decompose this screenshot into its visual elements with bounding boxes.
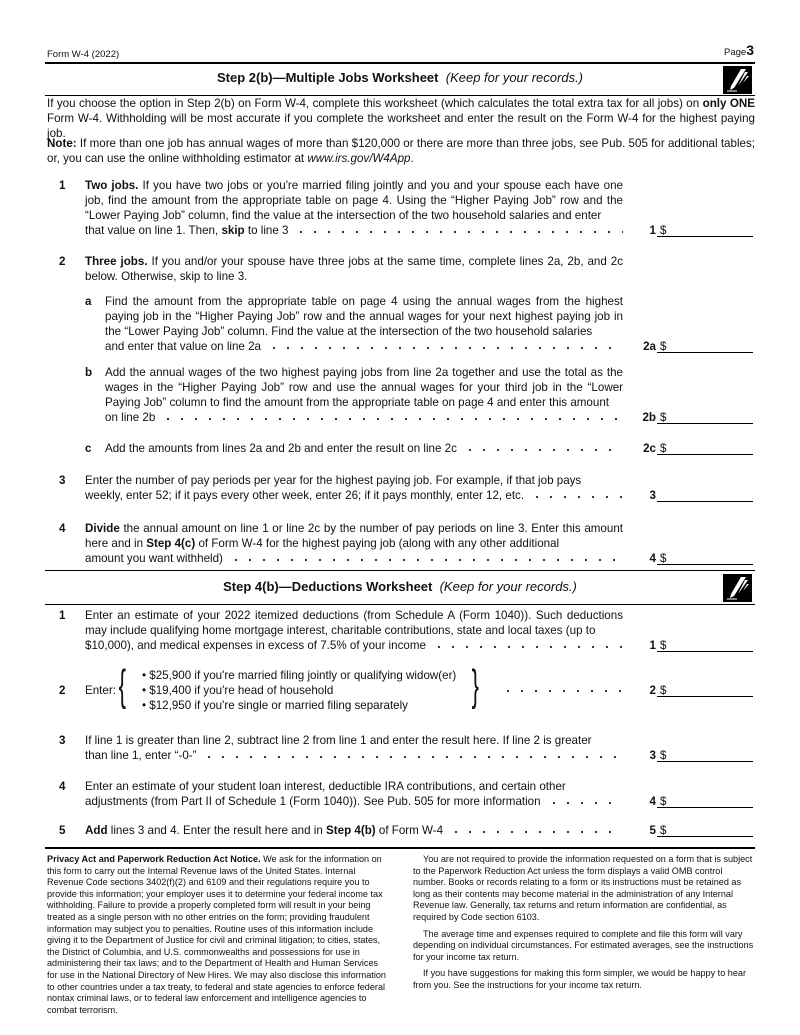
deduction-line-1-input[interactable] xyxy=(657,638,753,652)
worksheet-title-4b xyxy=(45,579,755,594)
left-brace: { xyxy=(118,661,127,710)
line-label: 1 xyxy=(649,224,656,237)
form-name: Form W-4 (2022) xyxy=(47,49,120,60)
dot-leader xyxy=(530,489,623,499)
divider xyxy=(45,570,755,571)
dollar-sign: $ xyxy=(660,224,667,237)
line-text: Divide the annual amount on line 1 or line 2c by the number of pay periods on line 3. Enter this amount here and in Step 4(c) of Form W-4 for the highest paying job (along with any other additional amount you want withheld) xyxy=(85,522,623,565)
dot-leader xyxy=(161,411,623,421)
dollar-sign: $ xyxy=(660,795,667,808)
line-number: 2 xyxy=(59,255,66,268)
deduction-line-3-input[interactable] xyxy=(657,748,753,762)
line-label: 5 xyxy=(649,824,656,837)
line-4-amount-input[interactable] xyxy=(657,551,753,565)
line-text: Enter an estimate of your 2022 itemized deductions (from Schedule A (Form 1040)). Such deductions may include qualifying home mortgage interest, charitable contributions, state and local taxes (up to $10,000), and medical expenses in excess of 7.5% of your income xyxy=(85,609,623,652)
dollar-sign: $ xyxy=(660,639,667,652)
line-text: Add the annual wages of the two highest paying jobs from line 2a together and use the total as the wages in the “Higher Paying Job” row and use the annual wages for your third job in the “Lower Paying Job” column to find the amount from the appropriate table on page 4 and enter this amount on line 2b xyxy=(105,366,623,424)
page-label: Page xyxy=(724,47,747,58)
divider xyxy=(45,62,755,64)
line-label: 1 xyxy=(649,639,656,652)
option-married: • $25,900 if you're married filing jointly or qualifying widow(er) xyxy=(142,669,457,682)
dollar-sign: $ xyxy=(660,411,667,424)
page-number: 3 xyxy=(746,42,754,58)
dollar-sign: $ xyxy=(660,340,667,353)
line-3-pay-periods-input[interactable] xyxy=(657,488,753,502)
time-paragraph: The average time and expenses required to complete and file this form will vary depending on individual circumstances. For estimated averages, see the instructions for your income tax return. xyxy=(413,928,754,962)
dot-leader xyxy=(463,442,623,452)
dot-leader xyxy=(501,683,623,693)
line-number: 3 xyxy=(59,734,66,747)
deduction-line-2-input[interactable] xyxy=(657,683,753,697)
dot-leader xyxy=(202,749,623,759)
line-number: 1 xyxy=(59,609,66,622)
line-text: Find the amount from the appropriate table on page 4 using the annual wages from the highest paying job in the “Higher Paying Job” row and the annual wages for your next highest paying job in the “Lower Paying Job” column. Find the value at the intersection of the two household salaries and enter that value on line 2a xyxy=(105,295,623,353)
privacy-notice: Privacy Act and Paperwork Reduction Act Notice. We ask for the information on this form to carry out the Internal Revenue laws of the United States. Internal Revenue Code sections 3402(f)(2) and 6109 and their regulations require you to provide this information; your employer uses it to determine your federal income tax withholding. Failure to provide a properly completed form will result in your being treated as a single person with no other entries on the form; providing fraudulent information may subject you to penalties. Routine uses of this information include giving it to the Department of Justice for civil and criminal litigation; to cities, states, the District of Columbia, and U.S. commonwealths and possessions for use in administering their tax laws; and to the Department of Health and Human Services for use in the National Directory of New Hires. We may also disclose this information to other countries under a tax treaty, to federal and state agencies to enforce federal nontax criminal laws, or to federal law enforcement and intelligence agencies to combat terrorism. xyxy=(47,854,386,1015)
pencil-icon xyxy=(723,66,752,94)
deduction-line-5-input[interactable] xyxy=(657,823,753,837)
line-label: 3 xyxy=(649,749,656,762)
line-text: If line 1 is greater than line 2, subtract line 2 from line 1 and enter the result here. If line 2 is greater than line 1, enter “-0-” xyxy=(85,733,623,763)
dollar-sign: $ xyxy=(660,442,667,455)
line-label: 3 xyxy=(649,489,656,502)
sub-letter: b xyxy=(85,366,93,379)
line-number: 4 xyxy=(59,780,66,793)
line-label: 4 xyxy=(649,552,656,565)
line-number: 2 xyxy=(59,684,66,697)
sub-letter: a xyxy=(85,295,92,308)
dot-leader xyxy=(229,552,623,562)
intro-paragraph: If you choose the option in Step 2(b) on Form W-4, complete this worksheet (which calculates the total extra tax for all jobs) on only ONE Form W-4. Withholding will be most accurate if you complete the worksheet and enter the result on the Form W-4 for the highest paying job. xyxy=(47,97,755,140)
line-label: 2a xyxy=(643,340,656,353)
dollar-sign: $ xyxy=(660,552,667,565)
line-1-amount-input[interactable] xyxy=(657,223,753,237)
standard-deduction-options xyxy=(142,668,456,713)
dollar-sign: $ xyxy=(660,749,667,762)
line-text: Add lines 3 and 4. Enter the result here and in Step 4(b) of Form W-4 xyxy=(85,823,623,838)
line-text: Enter the number of pay periods per year for the highest paying job. For example, if that job pays weekly, enter 52; if it pays every other week, enter 26; if it pays monthly, enter 12, etc. xyxy=(85,473,623,503)
dollar-sign: $ xyxy=(660,824,667,837)
line-label: 2c xyxy=(643,442,656,455)
dollar-sign: $ xyxy=(660,684,667,697)
line-number: 4 xyxy=(59,522,66,535)
dot-leader xyxy=(432,639,623,649)
keep-note: (Keep for your records.) xyxy=(439,579,577,594)
line-number: 1 xyxy=(59,179,66,192)
line-label: 4 xyxy=(649,795,656,808)
line-number: 3 xyxy=(59,474,66,487)
paperwork-notice xyxy=(413,854,755,997)
sub-letter: c xyxy=(85,442,92,455)
line-text: Three jobs. If you and/or your spouse have three jobs at the same time, complete lines 2a, 2b, and 2c below. Otherwise, skip to line 3. xyxy=(85,255,623,283)
pencil-icon xyxy=(723,574,752,602)
line-text: Enter an estimate of your student loan interest, deductible IRA contributions, and certain other adjustments (from Part II of Schedule 1 (Form 1040)). See Pub. 505 for more information xyxy=(85,779,623,809)
omb-paragraph: You are not required to provide the information requested on a form that is subject to the Paperwork Reduction Act unless the form displays a valid OMB control number. Books or records relating to a form or its instructions must be retained as long as their contents may become material in the administration of any Internal Revenue law. Generally, tax returns and return information are confidential, as required by Code section 6103. xyxy=(413,854,753,922)
dot-leader xyxy=(449,824,623,834)
enter-label: Enter: xyxy=(85,684,116,697)
dot-leader xyxy=(267,340,623,350)
note-paragraph: Note: If more than one job has annual wages of more than $120,000 or there are more than three jobs, see Pub. 505 for additional tables; or, you can use the online withholding estimator at www.irs.gov/W4App. xyxy=(47,137,755,165)
right-brace: } xyxy=(471,661,480,710)
line-number: 5 xyxy=(59,824,66,837)
option-head-of-household: • $19,400 if you're head of household xyxy=(142,684,334,697)
keep-note: (Keep for your records.) xyxy=(445,70,584,85)
line-label: 2b xyxy=(642,411,656,424)
deduction-line-4-input[interactable] xyxy=(657,794,753,808)
line-text: Two jobs. If you have two jobs or you're married filing jointly and you and your spouse each have one job, find the amount from the appropriate table on page 4. Using the “Higher Paying Job” row and the “Lower Paying Job” column, find the value at the intersection of the two household salaries and enter that value on line 1. Then, skip to line 3 xyxy=(85,179,623,237)
dot-leader xyxy=(547,795,623,805)
line-text: Add the amounts from lines 2a and 2b and enter the result on line 2c xyxy=(105,441,623,456)
divider xyxy=(45,847,755,849)
worksheet-title-2b xyxy=(45,70,755,85)
option-single: • $12,950 if you're single or married filing separately xyxy=(142,699,408,712)
dot-leader-wrap xyxy=(495,683,623,693)
line-label: 2 xyxy=(649,684,656,697)
divider xyxy=(45,604,755,605)
title-text: Step 2(b)—Multiple Jobs Worksheet xyxy=(216,70,439,85)
suggestions-paragraph: If you have suggestions for making this form simpler, we would be happy to hear from you. See the instructions for your income tax return. xyxy=(413,968,746,990)
line-2a-amount-input[interactable] xyxy=(657,339,753,353)
page-indicator xyxy=(724,43,754,60)
title-text: Step 4(b)—Deductions Worksheet xyxy=(223,579,433,594)
line-2c-amount-input[interactable] xyxy=(657,441,753,455)
dot-leader xyxy=(294,224,623,234)
line-2b-amount-input[interactable] xyxy=(657,410,753,424)
